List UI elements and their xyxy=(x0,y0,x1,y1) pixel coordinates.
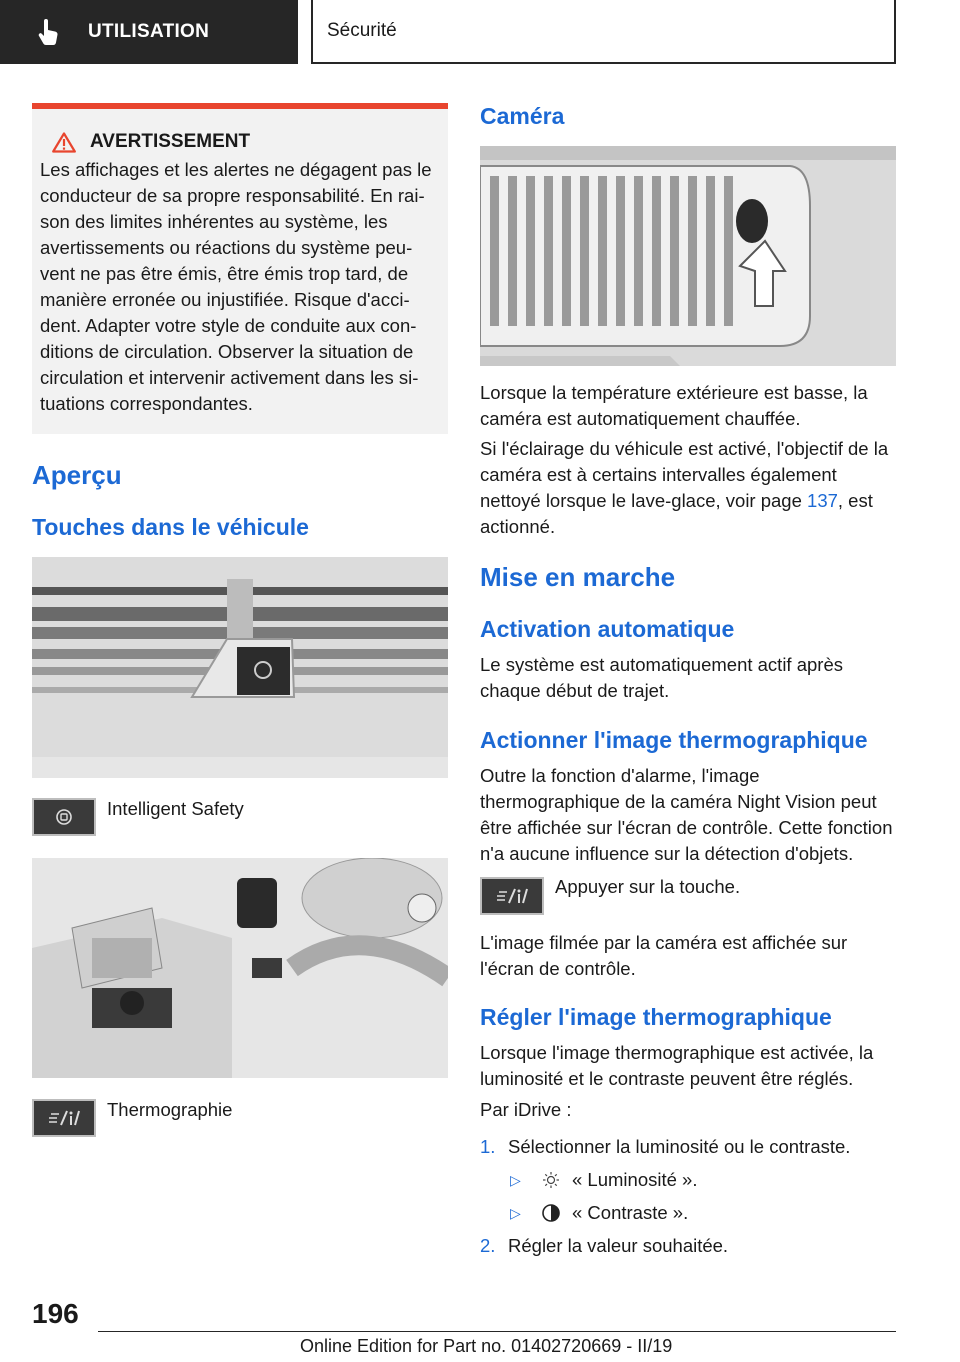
sub-step-contrast xyxy=(480,1200,896,1226)
page-link-137[interactable]: 137 xyxy=(807,490,838,511)
intelligent-safety-icon xyxy=(54,807,74,827)
warning-title-text: AVERTISSEMENT xyxy=(90,131,251,152)
thermography-button-icon-2 xyxy=(480,877,544,915)
brightness-icon xyxy=(542,1171,560,1189)
header-section-label: UTILISATION xyxy=(88,21,210,42)
thermography-button-icon xyxy=(32,1099,96,1137)
camera-heading: Caméra xyxy=(480,103,565,129)
warning-line: vent ne pas être émis, être émis trop tard, de xyxy=(40,263,409,284)
idrive-label: Par iDrive : xyxy=(480,1099,572,1120)
thermo-activate-heading: Actionner l'image thermographique xyxy=(480,727,868,753)
vehicle-buttons-illustration xyxy=(32,557,448,778)
auto-activation-heading: Activation automatique xyxy=(480,616,735,642)
contrast-icon xyxy=(541,1203,561,1223)
footer-divider xyxy=(98,1331,896,1332)
thermography-button-photo xyxy=(32,858,448,1078)
overview-heading: Aperçu xyxy=(32,460,122,490)
bullet-triangle-icon: ▷ xyxy=(510,1172,521,1188)
camera-paragraph-2 xyxy=(480,436,896,540)
warning-line: circulation et intervenir activement dans les si‐ xyxy=(40,367,419,388)
warning-text xyxy=(40,157,440,417)
camera-paragraph-1: Lorsque la température extérieure est basse, la caméra est automatiquement chauffée. xyxy=(480,382,868,429)
sub-step-contrast-text: « Contraste ». xyxy=(572,1202,689,1223)
image-shown-paragraph: L'image filmée par la caméra est affichée sur l'écran de contrôle. xyxy=(480,932,848,979)
warning-line: ditions de circulation. Observer la situation de xyxy=(40,341,414,362)
warning-title xyxy=(52,131,440,153)
header-chapter: Sécurité xyxy=(311,0,896,64)
dashboard-illustration xyxy=(32,858,448,1078)
warning-line: son des limites inhérentes au système, les xyxy=(40,211,388,232)
warning-line: dent. Adapter votre style de conduite aux con‐ xyxy=(40,315,417,336)
warning-box xyxy=(32,103,448,434)
sub-step-brightness-text: « Luminosité ». xyxy=(572,1169,698,1190)
step-1-number: 1. xyxy=(480,1136,496,1157)
warning-line: manière erronée ou injustifiée. Risque d'acci‐ xyxy=(40,289,410,310)
warning-line: avertissements ou réactions du système peu‐ xyxy=(40,237,413,258)
bullet-triangle-icon: ▷ xyxy=(510,1205,521,1221)
sub-step-brightness xyxy=(480,1167,896,1193)
camera-grille-illustration xyxy=(480,146,896,366)
footer-edition: Online Edition for Part no. 01402720669 - II/19 xyxy=(300,1336,673,1356)
step-1-text: Sélectionner la luminosité ou le contraste. xyxy=(508,1136,851,1157)
camera-photo xyxy=(480,146,896,366)
step-2-number: 2. xyxy=(480,1235,496,1256)
warning-triangle-icon xyxy=(52,132,76,153)
page-number: 196 xyxy=(32,1298,79,1329)
adjust-heading: Régler l'image thermographique xyxy=(480,1004,832,1030)
hand-pointer-icon xyxy=(38,19,60,45)
thermo-activate-paragraph: Outre la fonction d'alarme, l'image thermographique de la caméra Night Vision peut être affichée sur l'écran de contrôle. Cette fonction n'a aucune influence sur la détection d'objets. xyxy=(480,765,893,864)
press-button-label: Appuyer sur la touche. xyxy=(555,876,741,897)
night-vision-icon xyxy=(495,887,529,905)
camera-paragraph-2-text: Si l'éclairage du véhicule est activé, l'objectif de la caméra est à certains intervalles également nettoyé lorsque le lave-glace, voir page xyxy=(480,438,889,511)
step-1 xyxy=(480,1134,896,1160)
steps-list xyxy=(480,1134,896,1259)
step-2-text: Régler la valeur souhaitée. xyxy=(508,1235,729,1256)
intelligent-safety-label: Intelligent Safety xyxy=(107,798,244,819)
night-vision-icon xyxy=(47,1109,81,1127)
auto-activation-paragraph: Le système est automatiquement actif après chaque début de trajet. xyxy=(480,654,843,701)
buttons-heading: Touches dans le véhicule xyxy=(32,514,309,540)
intelligent-safety-button-icon xyxy=(32,798,96,836)
adjust-paragraph: Lorsque l'image thermographique est activée, la luminosité et le contraste peuvent être réglés. xyxy=(480,1042,874,1089)
warning-line: conducteur de sa propre responsabilité. En rai‐ xyxy=(40,185,425,206)
start-heading: Mise en marche xyxy=(480,562,676,592)
warning-line: Les affichages et les alertes ne dégagent pas le xyxy=(40,159,432,180)
vehicle-buttons-photo xyxy=(32,557,448,778)
warning-line: tuations correspondantes. xyxy=(40,393,253,414)
thermography-label: Thermographie xyxy=(107,1099,233,1120)
step-2 xyxy=(480,1233,896,1259)
camera-paragraph-2-end: , est actionné. xyxy=(480,490,873,537)
header-section-tab xyxy=(0,0,298,64)
